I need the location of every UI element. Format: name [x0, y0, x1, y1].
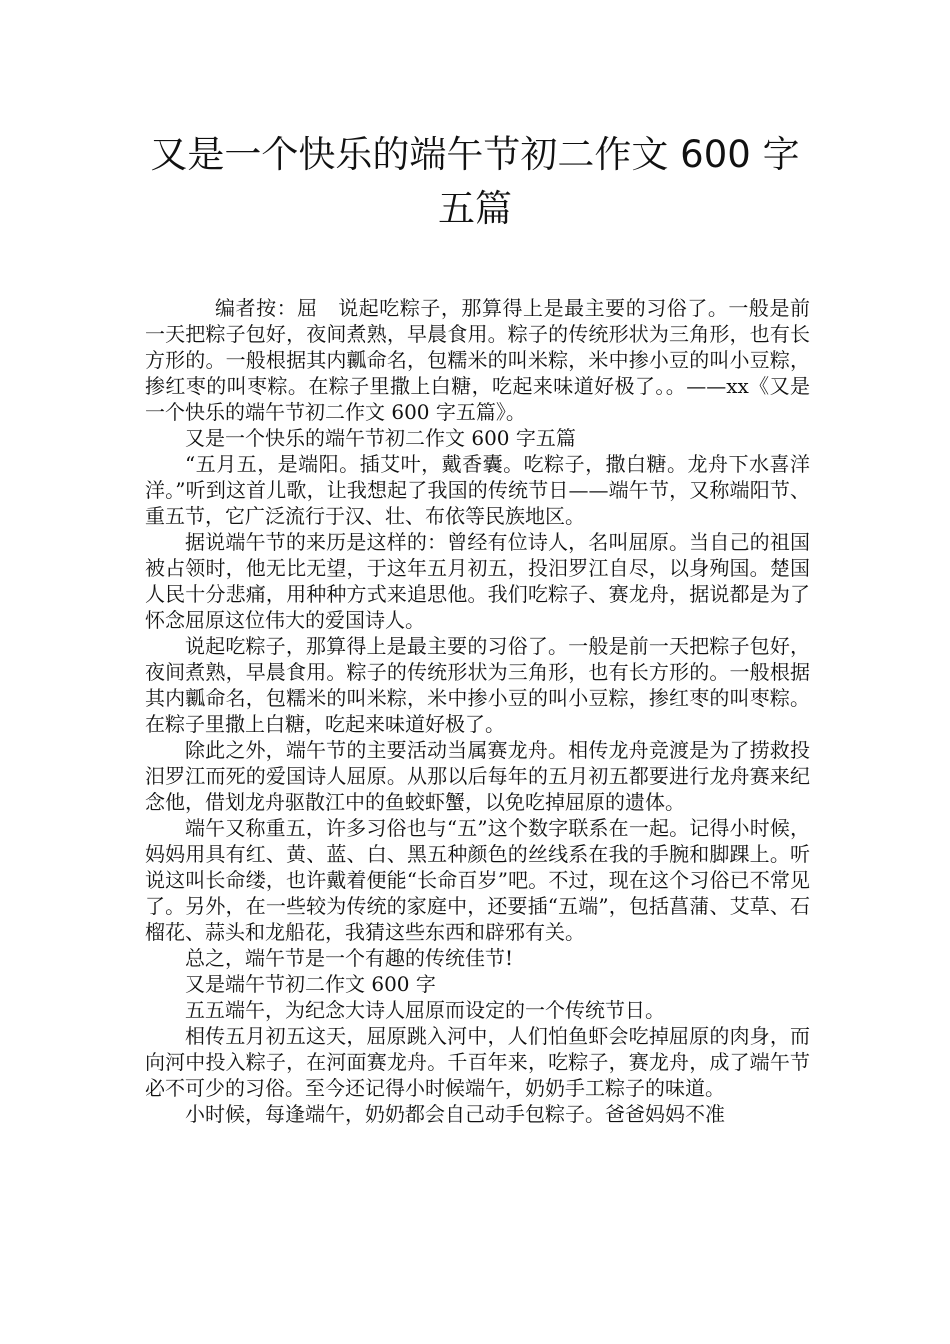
article-body [145, 295, 810, 1127]
page-title [120, 128, 830, 236]
title-line-1: 又是一个快乐的端午节初二作文 600 字 [150, 133, 800, 176]
body-paragraph: 总之，端午节是一个有趣的传统佳节! [185, 946, 514, 970]
body-paragraph: 小时候，每逢端午，奶奶都会自己动手包粽子。爸爸妈妈不准 [185, 1102, 725, 1126]
body-paragraph: 相传五月初五这天，屈原跳入河中，人们怕鱼虾会吃掉屈原的肉身，而向河中投入粽子，在河面赛龙舟。千百年来，吃粽子，赛龙舟，成了端午节必不可少的习俗。至今还记得小时候端午，奶奶手工粽子的味道。 [145, 1024, 810, 1100]
body-paragraph: 据说端午节的来历是这样的：曾经有位诗人，名叫屈原。当自己的祖国被占领时，他无比无望，于这年五月初五，投汨罗江自尽，以身殉国。楚国人民十分悲痛，用种种方式来追思他。我们吃粽子、赛龙舟，据说都是为了怀念屈原这位伟大的爱国诗人。 [145, 530, 810, 632]
body-paragraph: 端午又称重五，许多习俗也与“五”这个数字联系在一起。记得小时候，妈妈用具有红、黄、蓝、白、黑五种颜色的丝线系在我的手腕和脚踝上。听说这叫长命缕，也许戴着便能“长命百岁”吧。不过，现在这个习俗已不常见了。另外，在一些较为传统的家庭中，还要插“五端”，包括菖蒲、艾草、石榴花、蒜头和龙船花，我猜这些东西和辟邪有关。 [145, 816, 810, 944]
title-line-2: 五篇 [438, 187, 512, 230]
section-heading-1: 又是一个快乐的端午节初二作文 600 字五篇 [185, 426, 576, 450]
section-heading-2: 又是端午节初二作文 600 字 [185, 972, 436, 996]
body-paragraph: 五五端午，为纪念大诗人屈原而设定的一个传统节日。 [185, 998, 665, 1022]
body-paragraph: 除此之外，端午节的主要活动当属赛龙舟。相传龙舟竞渡是为了捞救投汨罗江而死的爱国诗人屈原。从那以后每年的五月初五都要进行龙舟赛来纪念他，借划龙舟驱散江中的鱼蛟虾蟹，以免吃掉屈原的遗体。 [145, 738, 810, 814]
body-paragraph: “五月五，是端阳。插艾叶，戴香囊。吃粽子，撒白糖。龙舟下水喜洋洋。”听到这首儿歌，让我想起了我国的传统节日——端午节，又称端阳节、重五节，它广泛流行于汉、壮、布依等民族地区。 [145, 452, 810, 528]
body-paragraph: 说起吃粽子，那算得上是最主要的习俗了。一般是前一天把粽子包好，夜间煮熟，早晨食用。粽子的传统形状为三角形，也有长方形的。一般根据其内瓤命名，包糯米的叫米粽，米中掺小豆的叫小豆粽，掺红枣的叫枣粽。在粽子里撒上白糖，吃起来味道好极了。 [145, 634, 810, 736]
editor-note-paragraph: 编者按：屈 说起吃粽子，那算得上是最主要的习俗了。一般是前一天把粽子包好，夜间煮熟，早晨食用。粽子的传统形状为三角形，也有长方形的。一般根据其内瓤命名，包糯米的叫米粽，米中掺小豆的叫小豆粽，掺红枣的叫枣粽。在粽子里撒上白糖，吃起来味道好极了。。——xx《又是一个快乐的端午节初二作文 600 字五篇》。 [145, 296, 810, 424]
